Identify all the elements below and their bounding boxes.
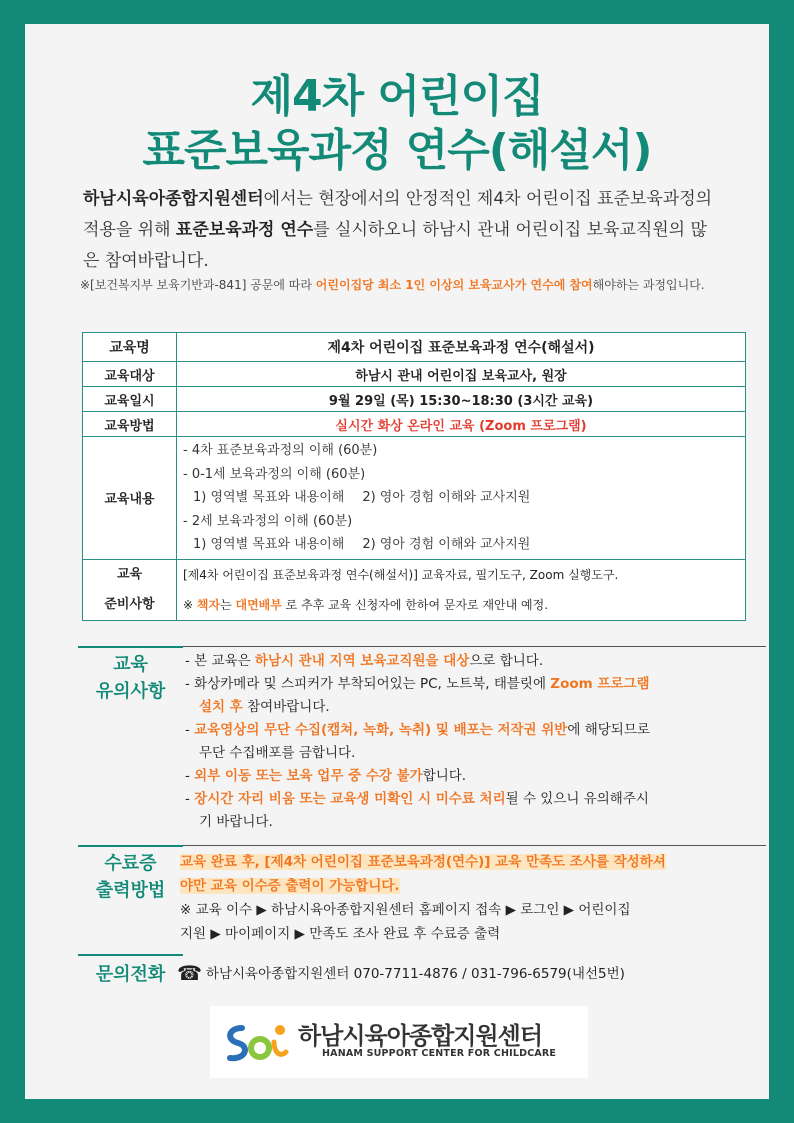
list-item-text: 1) 영역별 목표와 내용이해 bbox=[193, 537, 345, 552]
cert-highlight: 교육 완료 후, [제4차 어린이집 표준보육과정(연수)] 교육 만족도 조사를 작성하셔 bbox=[180, 854, 666, 870]
cert-label-2: 출력방법 bbox=[95, 880, 166, 901]
list-item: 기 바랍니다. bbox=[199, 814, 273, 830]
list-item-text: - 화상카메라 및 스피커가 부착되어있는 PC, 노트북, 태블릿에 bbox=[185, 676, 551, 692]
list-item-text: 합니다. bbox=[422, 768, 467, 784]
section-divider bbox=[183, 646, 766, 647]
list-item-text: 참여바랍니다. bbox=[242, 699, 330, 715]
list-item-text: - bbox=[185, 768, 195, 784]
list-item-text: 될 수 있으니 유의해주시 bbox=[505, 791, 649, 807]
note-highlight: 어린이집당 최소 1인 이상의 보육교사가 연수에 참여 bbox=[315, 278, 593, 292]
list-item bbox=[183, 719, 743, 742]
prep-mid: 는 bbox=[220, 597, 236, 612]
cert-label-1: 수료증 bbox=[104, 853, 157, 874]
title-line-1: 제4차 어린이집 bbox=[250, 71, 544, 122]
list-item bbox=[183, 673, 743, 696]
cert-line bbox=[180, 874, 745, 898]
table-row bbox=[83, 412, 746, 437]
course-info-table bbox=[82, 332, 746, 621]
notice-label-2: 유의사항 bbox=[95, 681, 166, 702]
table-row bbox=[83, 333, 746, 362]
section-divider bbox=[78, 845, 183, 847]
official-note bbox=[80, 274, 720, 296]
list-item-text: - bbox=[185, 722, 195, 738]
list-item: 무단 수집배포를 금합니다. bbox=[199, 745, 356, 761]
target-value: 하남시 관내 어린이집 보육교사, 원장 bbox=[177, 362, 746, 387]
table-row bbox=[83, 437, 746, 560]
table-row bbox=[83, 559, 746, 620]
prep-book: 책자 bbox=[196, 597, 221, 612]
target-label: 교육대상 bbox=[83, 362, 177, 387]
prep-line-1: [제4차 어린이집 표준보육과정 연수(해설서)] 교육자료, 필기도구, Zoom 실행도구. bbox=[183, 567, 619, 582]
content-list bbox=[183, 437, 739, 559]
method-label: 교육방법 bbox=[83, 412, 177, 437]
list-item: - 2세 보육과정의 이해 (60분) bbox=[183, 513, 353, 529]
intro-org: 하남시육아종합지원센터 bbox=[83, 189, 264, 209]
list-item-highlight: 하남시 관내 지역 보육교직원을 대상 bbox=[254, 653, 470, 669]
list-item-highlight: 교육영상의 무단 수집(캡쳐, 녹화, 녹취) 및 배포는 저작권 위반 bbox=[194, 722, 568, 738]
table-row bbox=[83, 387, 746, 412]
phone-icon: ☎ bbox=[177, 961, 202, 985]
cert-line bbox=[180, 850, 745, 874]
intro-text-1: 에서는 현장에서의 안정적인 제4차 어린이집 표준보육과정의 적용을 위해 bbox=[83, 189, 713, 240]
contact-label: 문의전화 bbox=[95, 964, 166, 985]
list-item-text: - 본 교육은 bbox=[185, 653, 255, 669]
list-item-text: - bbox=[185, 791, 195, 807]
org-logo bbox=[210, 1006, 588, 1078]
section-divider bbox=[78, 646, 183, 648]
list-item-highlight: 설치 후 bbox=[199, 699, 243, 715]
cert-highlight: 야만 교육 이수증 출력이 가능합니다. bbox=[180, 878, 400, 894]
contact-text: 하남시육아종합지원센터 070-7711-4876 / 031-796-6579(내선5번) bbox=[205, 966, 625, 982]
note-prefix: ※[보건복지부 보육기반과-841] 공문에 따라 bbox=[80, 278, 316, 292]
list-item bbox=[183, 486, 739, 510]
logo-name-en: HANAM SUPPORT CENTER FOR CHILDCARE bbox=[322, 1048, 557, 1059]
method-value: 실시간 화상 온라인 교육 (Zoom 프로그램) bbox=[177, 412, 746, 437]
poster bbox=[25, 24, 769, 1099]
list-item bbox=[183, 533, 739, 557]
contact-line bbox=[177, 961, 737, 986]
title-line-2: 표준보육과정 연수(해설서) bbox=[142, 125, 652, 176]
cert-steps-1: ※ 교육 이수 ▶ 하남시육아종합지원센터 홈페이지 접속 ▶ 로그인 ▶ 어린이집 bbox=[180, 902, 631, 918]
notice-label-1: 교육 bbox=[113, 654, 148, 675]
prep-label-2: 준비사항 bbox=[104, 596, 155, 612]
table-row bbox=[83, 362, 746, 387]
list-item-highlight: Zoom 프로그램 bbox=[550, 676, 650, 692]
prep-label bbox=[83, 559, 177, 620]
intro-course: 표준보육과정 연수 bbox=[175, 220, 314, 240]
cert-text bbox=[180, 850, 745, 946]
logo-name-ko: 하남시육아종합지원센터 bbox=[298, 1022, 543, 1050]
cert-steps-2: 지원 ▶ 마이페이지 ▶ 만족도 조사 완료 후 수료증 출력 bbox=[180, 926, 501, 942]
date-value: 9월 29일 (목) 15:30~18:30 (3시간 교육) bbox=[177, 387, 746, 412]
org-logo-mark-icon bbox=[222, 1018, 292, 1068]
list-item bbox=[183, 650, 743, 673]
cert-label bbox=[78, 850, 183, 904]
list-item bbox=[183, 765, 743, 788]
notice-label bbox=[78, 651, 183, 705]
list-item: - 0-1세 보육과정의 이해 (60분) bbox=[183, 466, 366, 482]
list-item-text: 1) 영역별 목표와 내용이해 bbox=[193, 490, 345, 505]
list-item-text: 으로 합니다. bbox=[469, 653, 544, 669]
list-item bbox=[183, 788, 743, 811]
content-cell bbox=[177, 437, 746, 560]
content-label: 교육내용 bbox=[83, 437, 177, 560]
prep-label-1: 교육 bbox=[116, 566, 143, 582]
section-divider bbox=[183, 845, 766, 846]
list-item: - 4차 표준보육과정의 이해 (60분) bbox=[183, 443, 378, 458]
list-item-text: 에 해당되므로 bbox=[567, 722, 650, 738]
note-suffix: 해야하는 과정입니다. bbox=[592, 278, 705, 292]
notice-list bbox=[183, 650, 743, 834]
list-item bbox=[183, 696, 743, 719]
list-item-text: 2) 영아 경험 이해와 교사지원 bbox=[362, 490, 531, 505]
prep-f2f: 대면배부 bbox=[235, 597, 282, 612]
list-item-highlight: 외부 이동 또는 보육 업무 중 수강 불가 bbox=[194, 768, 423, 784]
date-label: 교육일시 bbox=[83, 387, 177, 412]
intro-text-2: 를 실시하오니 하남시 관내 어린이집 보육교직원의 많은 참여바랍니다. bbox=[83, 220, 707, 271]
prep-line-2 bbox=[183, 590, 739, 620]
prep-rest: 로 추후 교육 신청자에 한하여 문자로 재안내 예정. bbox=[281, 597, 549, 612]
prep-cell bbox=[177, 559, 746, 620]
course-name-label: 교육명 bbox=[83, 333, 177, 362]
list-item-highlight: 장시간 자리 비움 또는 교육생 미확인 시 미수료 처리 bbox=[194, 791, 506, 807]
prep-mark: ※ bbox=[183, 597, 197, 612]
course-name-value: 제4차 어린이집 표준보육과정 연수(해설서) bbox=[177, 333, 746, 362]
section-divider bbox=[78, 954, 183, 956]
list-item-text: 2) 영아 경험 이해와 교사지원 bbox=[362, 537, 531, 552]
intro-paragraph bbox=[83, 184, 719, 277]
